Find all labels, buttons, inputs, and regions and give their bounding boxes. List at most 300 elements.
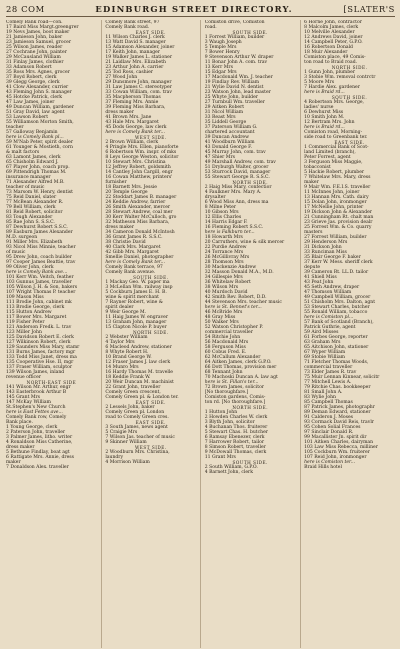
directory-entry: 20 Temple George: [105, 190, 148, 195]
directory-entry: 65 Chisholm Edward J.: [6, 160, 59, 165]
directory-entry: 50 Walker Mrs: [204, 320, 239, 325]
directory-entry: 20 Weir Duncan M. machinist: [105, 380, 174, 385]
directory-entry: 4 Morrison William: [105, 460, 150, 465]
directory-entry: EAST SIDE.: [135, 30, 166, 35]
directory-entry: 37 Paterson William G.: [204, 125, 258, 130]
directory-entry: here is Braid rd...: [304, 125, 345, 130]
directory-entry: 7 Harrower Robert, tailor: [204, 440, 265, 445]
directory-entry: 68 Tennant John: [204, 370, 243, 375]
directory-entry: dress maker: [6, 445, 35, 450]
directory-entry: 30 Kerr Walter McCulloch, gro: [105, 215, 177, 220]
directory-entry: 32 Matheson Miss Barbara,: [105, 220, 170, 225]
directory-entry: dress maker: [105, 225, 134, 230]
directory-entry: Comely Bank row, Comely: [6, 415, 67, 420]
column-3: [205, 20, 296, 648]
directory-entry: 75 Muir Lennan Kinnear, solicitr: [304, 375, 380, 380]
directory-entry: Comiston place, 49 Comis-: [304, 55, 366, 60]
directory-entry: 46 McBride Mrs: [204, 310, 243, 315]
directory-entry: 10 Brand George W.: [105, 355, 152, 360]
directory-entry: 13 Kerr Mrs: [204, 65, 233, 70]
column-divider: [300, 20, 301, 648]
directory-entry: 33 Runciman Miss: [304, 250, 347, 255]
directory-entry: Smellie Daniel, photographer: [105, 255, 174, 260]
directory-entry: 10 Gibson Mrs: [204, 210, 239, 215]
directory-entry: 39 Duncan Andrew: [204, 135, 249, 140]
directory-entry: 45 Seth Andrew, draper: [304, 285, 360, 290]
directory-entry: 13 Hannan Mrs. Cath. dairy: [304, 195, 369, 200]
directory-entry: 49 Campbell William, grocer: [304, 295, 371, 300]
directory-entry: Peter Forrest, agent: [304, 155, 351, 160]
directory-entry: 4 Robertson Mrs. George,: [304, 100, 365, 105]
directory-entry: 105 Wilson J. H. & Son, bakers: [6, 285, 78, 290]
directory-entry: maker: [6, 460, 21, 465]
directory-entry: 27 Cochrane John, painter: [6, 50, 67, 55]
directory-entry: 63 Lamont James, clerk: [6, 155, 61, 160]
directory-entry: EAST SIDE.: [135, 400, 166, 405]
directory-entry: 2 Haig Miss Mary, confectior: [204, 185, 272, 190]
directory-entry: 15 Edgar Mrs: [204, 70, 237, 75]
directory-entry: of music: [6, 250, 26, 255]
directory-entry: 3 Waugh Joseph: [204, 40, 242, 45]
directory-entry: 39 Fleming Miss Barbara,: [105, 105, 166, 110]
directory-entry: 2 Lessels John, baker: [105, 405, 155, 410]
directory-entry: 47 Thomson William: [304, 290, 352, 295]
directory-entry: 135 Cooperative Hse. II, mgr: [6, 360, 74, 365]
directory-entry: Comely Bank street, 97: [105, 20, 160, 25]
directory-entry: 95 Cohen Solial Frances: [304, 425, 361, 430]
directory-entry: Comely Bank terrace, 97: [105, 265, 163, 270]
directory-entry: 33 Adamson Robert: [6, 65, 52, 70]
directory-entry: commercial traveller: [204, 330, 253, 335]
directory-entry: 1 Gunn John, plumber: [304, 70, 356, 75]
directory-entry: 9 Mair Wm. F.E.I.S. traveller: [304, 185, 371, 190]
directory-entry: 62 McCallum Alexander: [204, 355, 261, 360]
directory-entry: EAST SIDE.: [135, 420, 166, 425]
directory-entry: NORTH-EAST SIDE: [26, 380, 77, 385]
directory-entry: 35 Macpherson Thomas: [105, 95, 161, 100]
directory-entry: Comely Bank road—con.: [6, 20, 63, 25]
directory-entry: ton road to Braid road.: [304, 60, 358, 65]
directory-entry: 9 Skinner William: [105, 440, 147, 445]
directory-entry: 36 Grant James R. S.S.C.: [105, 235, 163, 240]
directory-entry: 73 Elder James R. trav: [304, 370, 357, 375]
directory-entry: 4 Pringle Mrs. Ellen, pianoforte: [105, 145, 179, 150]
directory-entry: 139 Wilson James, inland: [6, 370, 65, 375]
directory-entry: 43 Hale Mrs. Margaret: [105, 120, 159, 125]
directory-entry: 3 South James, news agent: [105, 425, 168, 430]
directory-entry: 30 Mackenzie Andrew: [204, 265, 257, 270]
column-4: [304, 20, 395, 648]
directory-entry: 55 Ronald William, tobacco: [304, 310, 368, 315]
directory-entry: M.D. surgeon: [6, 235, 38, 240]
directory-entry: 2 Brown William, clerk: [105, 140, 159, 145]
directory-entry: 6 Macleod Andrew, stationer: [105, 345, 172, 350]
directory-entry: 127 Wilkinson Robert, clerk: [6, 340, 71, 345]
directory-entry: 25 Whyte John, builder: [204, 95, 258, 100]
directory-entry: 33 Reast Mrs: [204, 115, 236, 120]
directory-entry: 73 Marsom W. Henry, dentist: [6, 190, 73, 195]
directory-entry: 54 Ritchie John: [204, 335, 241, 340]
directory-entry: 101 Aitken Charles, dairyman: [304, 440, 374, 445]
directory-entry: 5 Moore Mrs: [304, 80, 335, 85]
directory-entry: Comiston drive, Comiston: [204, 20, 265, 25]
directory-entry: 70 Machoski Duncan A. law agt: [204, 375, 278, 380]
directory-entry: 31 Nicol William: [204, 110, 244, 115]
directory-entry: 87 Patrick James, photographr: [304, 405, 375, 410]
directory-entry: 4 Barnett John, clerk: [204, 470, 253, 475]
directory-entry: 17 McNellie John, printer: [304, 205, 364, 210]
directory-entry: ton rd. [No thoroughfare.]: [204, 400, 266, 405]
directory-entry: masters: [304, 230, 323, 235]
directory-entry: 3 McLellan Wm. railway insp: [105, 285, 173, 290]
directory-entry: 37 Kerr W. Mess. sheriff clerk: [304, 260, 373, 265]
directory-entry: 115 Hutton Andrew: [6, 310, 52, 315]
directory-entry: 38 Wilson Mrs: [204, 285, 239, 290]
directory-entry: 6 Wood Miss Ann, dress ma: [204, 200, 269, 205]
directory-entry: 11 Haig James W. engraver: [105, 315, 169, 320]
directory-entry: 111 Brodie John, cabinet mk: [6, 300, 72, 305]
directory-entry: 6 Dewhurst Miss: [304, 110, 344, 115]
directory-entry: 17 Baird Miss Margt.greengrer: [6, 25, 79, 30]
directory-entry: 17 Keith John, manager: [105, 50, 160, 55]
directory-entry: 7 Whitelaw Mrs. Mary, dress: [304, 175, 371, 180]
directory-entry: 19 Nevs James, boot maker: [6, 30, 70, 35]
directory-entry: 8 Leys George Weston, solicitor: [105, 155, 179, 160]
directory-entry: 83 Tough Alexander: [6, 215, 53, 220]
directory-entry: 13 Watt David S. manager: [105, 40, 166, 45]
directory-entry: 131 Burns James, factory mgr: [6, 350, 76, 355]
directory-entry: 67 Wyper William: [304, 350, 346, 355]
directory-entry: spirit dealer: [105, 305, 134, 310]
directory-entry: 12 Ellis Charles: [204, 215, 242, 220]
directory-entry: 49 Duncan William, gardener: [6, 105, 74, 110]
directory-entry: here is St. Fillan's ter...: [204, 380, 259, 385]
directory-entry: drysalter: [204, 195, 226, 200]
directory-entry: 81 Small John A.: [304, 390, 343, 395]
directory-entry: here is East Fettes ave...: [6, 410, 63, 415]
directory-entry: 4 Taylor Mrs: [105, 340, 135, 345]
directory-entry: 22 Stoddart James B. manager: [105, 195, 177, 200]
directory-entry: 56 Macdonald Mrs: [204, 340, 249, 345]
directory-entry: 18 Howarth Mrs: [204, 235, 243, 240]
directory-entry: 85 Campbell Thomas: [304, 400, 353, 405]
directory-entry: land Limited (branch),: [304, 150, 356, 155]
directory-entry: 3 Blyth John, solicitor: [204, 420, 255, 425]
directory-entry: 129 Saunders Miss Mary, stamr: [6, 345, 80, 350]
directory-entry: 13 Graham John, manager: [105, 320, 167, 325]
directory-entry: 8 Simson Robert, traveller: [204, 445, 266, 450]
column-2: [105, 20, 196, 648]
directory-entry: 8 Malcolm James, clerk: [304, 25, 359, 30]
publisher-name: [SLATER'S: [343, 4, 395, 14]
directory-entry: 32 Masson Donald M.A., M.D.: [204, 270, 274, 275]
directory-entry: 31 Dickson John: [304, 245, 342, 250]
directory-entry: & malt factors: [6, 150, 40, 155]
directory-entry: 3 Ferguson Miss Maggie,: [304, 160, 363, 165]
directory-entry: 55 Williamson Morton Smith,: [6, 120, 74, 125]
directory-entry: 125 Davidson Robert E. clerk: [6, 335, 74, 340]
directory-entry: 47 Law James, joiner: [6, 100, 55, 105]
directory-entry: 3 Palmer James, litho. writer: [6, 435, 73, 440]
directory-entry: 27 Forrest William, builder: [304, 235, 367, 240]
directory-entry: 123 Miller John: [6, 330, 42, 335]
directory-entry: 16 Robertson Donald: [304, 45, 353, 50]
directory-entry: 51 Gray David, law agent: [6, 110, 65, 115]
directory-entry: 107 Wright Thomas P. teacher: [6, 290, 76, 295]
directory-entry: 43 Fleming John S. manager: [6, 90, 72, 95]
directory-entry: here is Comely Bank ter...: [105, 130, 165, 135]
directory-entry: 23 Arthur John A. carrier: [105, 65, 164, 70]
directory-entry: 11 Bonar John A. com. trav: [204, 60, 268, 65]
directory-entry: 5 Hackie Robert, plumber: [304, 170, 365, 175]
directory-entry: 60 Cobus Fred. E.: [204, 350, 247, 355]
directory-entry: 7 Rayner Robert, wine &: [105, 300, 163, 305]
directory-entry: 36 Whitelaw Robert: [204, 280, 251, 285]
directory-entry: St.Stephen's New Church: [6, 405, 66, 410]
directory-entry: 12 Jeffrey Robert, goldsmith: [105, 165, 171, 170]
directory-entry: 47 Shier Mrs: [204, 155, 235, 160]
directory-entry: 49 Marshall Andrew, com. trav: [204, 160, 276, 165]
directory-entry: 3 Stobie Wm. removal contrctr: [304, 75, 376, 80]
directory-entry: 16 Cowan Matthew, printers': [105, 175, 173, 180]
directory-entry: 58 Ferguson Miss: [204, 345, 246, 350]
directory-entry: 22 Grant John, traveller: [105, 385, 161, 390]
directory-entry: 29 Dunsmore John, manager: [105, 80, 172, 85]
directory-entry: 15 Adamson Alexander, joiner: [105, 45, 175, 50]
directory-entry: 10 Smith John M.: [304, 115, 345, 120]
directory-entry: 26 McGillivray Mrs: [204, 255, 250, 260]
directory-entry: 5 Craigie Mrs: [105, 430, 138, 435]
directory-entry: Comely Green crescent,: [105, 390, 161, 395]
directory-entry: 7 Hardie Alex. gardener: [304, 85, 360, 90]
directory-entry: 38 Christie David: [105, 240, 146, 245]
directory-entry: 143 Easterbrook Arthur B: [6, 390, 67, 395]
directory-entry: 93 Cormack David Reis, travlr: [304, 420, 374, 425]
directory-entry: 57 Bank of Scotland (Branch),: [304, 320, 374, 325]
directory-entry: 103 Gunnus James, traveller: [6, 280, 72, 285]
directory-entry: here is Comely Bank ave...: [6, 270, 68, 275]
directory-entry: 12 Andrews David, joiner: [304, 35, 363, 40]
directory-entry: 31 Law James C. stereotyper: [105, 85, 172, 90]
directory-entry: 89 Deman Edward, stationer: [304, 410, 371, 415]
directory-entry: 79 Ritchie Chas. bookkeeper: [304, 385, 371, 390]
directory-entry: 51 Dryburgh Walter, grocer: [204, 165, 269, 170]
directory-entry: 9 Weir George M.: [105, 310, 147, 315]
directory-entry: 53 Sturrock David, manager: [204, 170, 271, 175]
directory-entry: side road to Greenbank ter.: [304, 135, 368, 140]
directory-entry: 34 Cameron Donald McIntosh: [105, 230, 175, 235]
directory-entry: 133 Todd Miss Janet, dress ma: [6, 355, 77, 360]
directory-entry: here is Braid rd...: [304, 90, 345, 95]
directory-entry: 95 Drew John, coach builder: [6, 255, 72, 260]
directory-entry: teacher of music: [6, 185, 45, 190]
directory-entry: ladies' nurse: [304, 105, 334, 110]
directory-entry: 72 Brown James, solicitor: [204, 385, 264, 390]
directory-entry: 43 Donald George F.: [204, 145, 252, 150]
directory-entry: teacher: [6, 125, 24, 130]
directory-entry: 48 Gray Miss: [204, 315, 236, 320]
directory-entry: 5 Temple Mrs: [204, 45, 237, 50]
directory-entry: 2 Webster William: [105, 335, 148, 340]
directory-entry: EAST SIDE.: [334, 140, 365, 145]
directory-entry: 61 Younger & Mostieth, corn: [6, 145, 73, 150]
directory-entry: 2 Woodburn Mrs. Christina,: [105, 450, 170, 455]
directory-entry: 66 Dott Thomas, provision mer: [204, 365, 277, 370]
directory-entry: 1 Mackay Geo. W. paper ma: [105, 280, 170, 285]
column-divider: [200, 20, 201, 648]
directory-entry: here is Comely Bank ter...: [105, 260, 165, 265]
directory-entry: Comely Bank avenue.: [105, 270, 156, 275]
directory-entry: 37 Boyd Robert, clerk: [6, 75, 57, 80]
directory-entry: 14 Harris Edgar F.: [204, 220, 248, 225]
directory-entry: 83 Wylie John: [304, 395, 336, 400]
directory-entry: 77 Mitchell Lewis A.: [304, 380, 352, 385]
directory-entry: 145 Grant Mrs: [6, 395, 41, 400]
directory-entry: 27 Turnbull Wm. traveller: [204, 100, 265, 105]
directory-entry: SOUTH SIDE.: [331, 95, 368, 100]
directory-entry: 18 Keddie Frank W.: [105, 375, 151, 380]
directory-entry: maker: [304, 180, 319, 185]
directory-entry: Comely Green pl. London: [105, 410, 165, 415]
directory-entry: 137 Fraser William, sculptor: [6, 365, 73, 370]
directory-entry: 34 Gillespie Mrs: [204, 275, 243, 280]
directory-entry: revenue officer: [6, 375, 41, 380]
directory-entry: 7 Wilson Jas. teacher of music: [105, 435, 175, 440]
directory-entry: 35 Liddell George: [204, 120, 247, 125]
directory-entry: 101 Kerr Wm. Veitch, feather: [6, 275, 74, 280]
directory-entry: 41 Woodburn William: [204, 140, 255, 145]
directory-entry: 117 Bower Mrs. Margaret: [6, 315, 67, 320]
directory-entry: 29 Aitken Robert: [204, 105, 245, 110]
directory-entry: 24 Keddie Andrew, farrier: [105, 200, 166, 205]
directory-entry: 52 Watson Christopher P.: [204, 325, 263, 330]
directory-entry: NORTH SIDE.: [232, 405, 269, 410]
directory-entry: 11 Wilson Charles J. clerk: [105, 35, 165, 40]
directory-entry: 7 Bower Henry: [204, 50, 240, 55]
directory-entry: 11 Grant Mrs: [204, 455, 236, 460]
directory-entry: Braid Hills hotel: [304, 465, 342, 470]
directory-entry: 5 Stewart Chas. H. butcher: [204, 430, 268, 435]
directory-entry: 18 Muir Alexander: [304, 50, 348, 55]
directory-entry: 27 Wood John: [105, 75, 138, 80]
directory-entry: 64 Aitken James, clerk G.P.O.: [204, 360, 272, 365]
directory-entry: 29 Henderson Mrs: [304, 240, 348, 245]
directory-entry: 61 Forbes George, reporter: [304, 335, 368, 340]
directory-entry: 5 Cockburn James E. H. B.: [105, 290, 167, 295]
directory-entry: 35 Ross Mrs. Agnes, grocer: [6, 70, 70, 75]
column-divider: [101, 20, 102, 648]
directory-entry: 19 Dickson John & Alexander: [304, 210, 372, 215]
directory-entry: Comiston road, Morning-: [304, 130, 363, 135]
directory-entry: 4 Buchanan Thos. fruiterer: [204, 425, 268, 430]
directory-entry: 55 Stewart George R. S.S.C.: [204, 175, 270, 180]
directory-entry: road to Comely Green cres.: [105, 415, 169, 420]
directory-entry: 26 Smith Alexander, mercer: [105, 205, 171, 210]
directory-entry: 53 Lawson Robert: [6, 115, 49, 120]
directory-entry: 15 Clapton Nicole P. buyer: [105, 325, 167, 330]
directory-entry: WEST SIDE.: [135, 445, 167, 450]
directory-entry: 21 Wylie David N. dentist: [204, 85, 264, 90]
directory-entry: 9 McDowall Thomas, clerk: [204, 450, 267, 455]
directory-entry: 28 Stewart Andrew, coal mer: [105, 210, 173, 215]
directory-entry: 23 Jamieson Samuel, grocer: [6, 40, 71, 45]
directory-entry: 57 Galloway Benjamin: [6, 130, 58, 135]
directory-entry: 45 Hotcke Patrick, clerk: [6, 95, 63, 100]
directory-entry: 28 Thomson Mrs: [204, 260, 244, 265]
directory-entry: 31 Finlay James, clothier: [6, 60, 64, 65]
directory-entry: 10 Stewart Mrs. Christina: [105, 160, 166, 165]
directory-entry: 1 Commercial Bank of Scot-: [304, 145, 369, 150]
directory-entry: road.: [204, 25, 217, 30]
directory-entry: 93 Nicol Miss Minnie, teacher: [6, 245, 76, 250]
directory-entry: 43 Peat John: [304, 280, 334, 285]
page-title: EDINBURGH STREET DIRECTORY.: [95, 4, 293, 14]
directory-entry: 107 Reid John, ironmonger: [304, 455, 367, 460]
directory-entry: chartered accountant: [204, 130, 255, 135]
directory-entry: 2 Howden Charles W. clerk: [204, 415, 268, 420]
directory-entry: SOUTH SIDE.: [232, 30, 268, 35]
directory-entry: 2 Paterson John, traveller: [6, 430, 66, 435]
directory-entry: 16 Fleming Robert S.S.C.: [204, 225, 264, 230]
directory-entry: laundry: [105, 455, 124, 460]
directory-entry: 147 McKay William: [6, 400, 51, 405]
directory-entry: 41 Clow Alexander, currier: [6, 85, 69, 90]
directory-entry: 17 Macdonald Wm. J. teacher: [204, 75, 273, 80]
directory-entry: furnisher: [105, 180, 127, 185]
directory-entry: 6 Robertson Wm. inspr. of mks: [105, 150, 177, 155]
directory-entry: 6 Horne John, contractor: [304, 20, 362, 25]
directory-entry: 4 Ronaldson Miss Catherine,: [6, 440, 73, 445]
directory-entry: 1 Young George, clerk: [6, 425, 58, 430]
directory-entry: 24 Torrance Mrs: [204, 250, 244, 255]
directory-entry: SOUTH SIDE.: [133, 275, 169, 280]
directory-entry: here is Comiston ter...: [304, 460, 356, 465]
directory-entry: 21 Jamieson John, baker: [6, 35, 63, 40]
directory-entry: 23 Watson John, lead master: [204, 90, 271, 95]
directory-entry: 23 Grieve Jas. provision dealr: [304, 220, 373, 225]
directory-entry: 20 Carruthers, wine & silk mercer: [204, 240, 285, 245]
directory-entry: 12 Fraser James J. law clerk: [105, 360, 171, 365]
directory-entry: 1 Hutton John: [204, 410, 238, 415]
directory-entry: 75 Reid Daniel, slater: [6, 195, 57, 200]
directory-entry: 18 Barnett Mrs. Jessie: [105, 185, 157, 190]
directory-entry: 5 Bethune Findlay, boat agt: [6, 450, 70, 455]
directory-entry: 14 Munro Mrs: [105, 365, 139, 370]
column-1: [6, 20, 97, 648]
directory-entry: 21 Laidlaw Mrs. Elizabeth: [105, 60, 166, 65]
directory-entry: 53 Stewart Charles, butcher: [304, 305, 370, 310]
directory-entry: 16 Hardy Thomas M. travelle: [105, 370, 173, 375]
directory-entry: 14 Cantley John Cargill, engr: [105, 170, 173, 175]
directory-entry: 51 Chisholm Mrs. Dalton, agnt: [304, 300, 376, 305]
directory-entry: 2 South William, G.P.O.: [204, 465, 258, 470]
directory-entry: 113 Brodie George, clerk: [6, 305, 65, 310]
directory-entry: 14 Campbell Peter, G.P.O.: [304, 40, 363, 45]
page-header: [6, 4, 395, 17]
directory-entry: NORTH SIDE.: [232, 180, 269, 185]
directory-entry: 39 Cameron Rt. LL.D. tailor: [304, 270, 369, 275]
directory-entry: 40 Clark Mrs. Margaret: [105, 245, 161, 250]
directory-entry: 29 McCausland William: [6, 55, 61, 60]
directory-entry: [No thoroughfare.]: [204, 390, 249, 395]
directory-entry: 9 Stevenson Arthur W. draper: [204, 55, 274, 60]
directory-entry: 6 Ramsay Ebenezer, clerk: [204, 435, 265, 440]
directory-entry: 121 Anderson Fredk. L. trav: [6, 325, 72, 330]
directory-entry: 40 Murdoch David: [204, 290, 248, 295]
directory-entry: 6 Rattigate Mrs. Annie, dress: [6, 455, 74, 460]
directory-entry: 65 Aitchison John, stationer: [304, 345, 369, 350]
directory-entry: 12 Bertram Mrs. John: [304, 120, 355, 125]
